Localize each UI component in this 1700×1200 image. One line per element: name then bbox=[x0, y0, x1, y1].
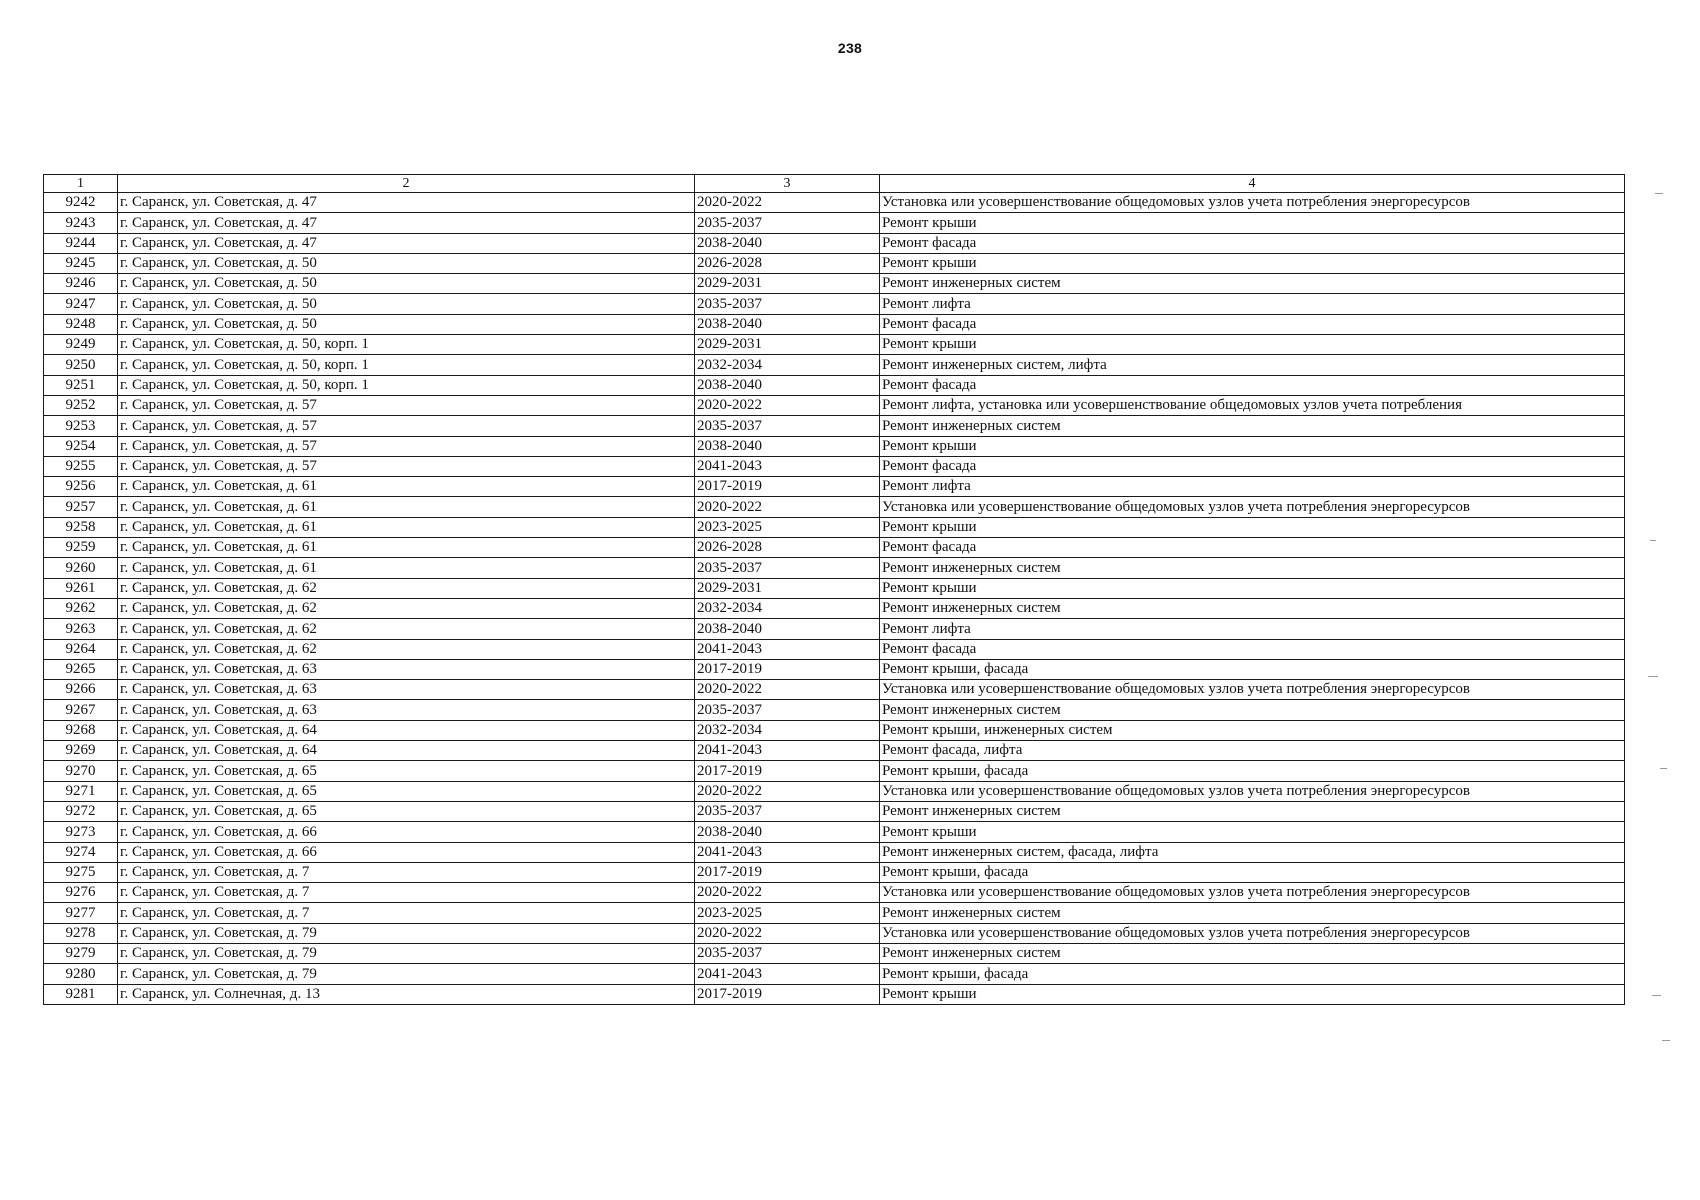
page-number: 238 bbox=[837, 40, 863, 56]
table-row bbox=[44, 274, 1625, 294]
column-header-number: 1 bbox=[44, 175, 118, 193]
row-address: г. Саранск, ул. Советская, д. 65 bbox=[118, 761, 695, 781]
row-address: г. Саранск, ул. Советская, д. 62 bbox=[118, 578, 695, 598]
row-address: г. Саранск, ул. Советская, д. 63 bbox=[118, 680, 695, 700]
row-work-type: Ремонт крыши bbox=[880, 436, 1625, 456]
registry-table-container bbox=[43, 174, 1624, 1005]
table-row bbox=[44, 253, 1625, 273]
row-address: г. Саранск, ул. Советская, д. 57 bbox=[118, 456, 695, 476]
column-header-period: 3 bbox=[695, 175, 880, 193]
row-work-type: Ремонт лифта, установка или усовершенствование общедомовых узлов учета потребления bbox=[880, 395, 1625, 415]
row-work-type: Ремонт фасада bbox=[880, 456, 1625, 476]
row-work-type: Ремонт инженерных систем bbox=[880, 558, 1625, 578]
row-address: г. Саранск, ул. Советская, д. 61 bbox=[118, 477, 695, 497]
row-address: г. Саранск, ул. Солнечная, д. 13 bbox=[118, 984, 695, 1004]
row-period: 2017-2019 bbox=[695, 761, 880, 781]
row-number: 9265 bbox=[44, 659, 118, 679]
row-work-type: Установка или усовершенствование общедомовых узлов учета потребления энергоресурсов bbox=[880, 193, 1625, 213]
row-address: г. Саранск, ул. Советская, д. 79 bbox=[118, 943, 695, 963]
table-row bbox=[44, 943, 1625, 963]
table-body bbox=[44, 193, 1625, 1005]
table-row bbox=[44, 862, 1625, 882]
row-address: г. Саранск, ул. Советская, д. 66 bbox=[118, 842, 695, 862]
scan-artifact bbox=[1652, 995, 1661, 996]
row-number: 9255 bbox=[44, 456, 118, 476]
row-period: 2035-2037 bbox=[695, 801, 880, 821]
row-period: 2026-2028 bbox=[695, 538, 880, 558]
row-number: 9271 bbox=[44, 781, 118, 801]
row-number: 9242 bbox=[44, 193, 118, 213]
row-address: г. Саранск, ул. Советская, д. 57 bbox=[118, 416, 695, 436]
row-address: г. Саранск, ул. Советская, д. 7 bbox=[118, 903, 695, 923]
row-work-type: Ремонт фасада bbox=[880, 233, 1625, 253]
row-work-type: Ремонт инженерных систем, фасада, лифта bbox=[880, 842, 1625, 862]
row-work-type: Ремонт лифта bbox=[880, 294, 1625, 314]
scan-artifact bbox=[1650, 540, 1656, 541]
row-number: 9259 bbox=[44, 538, 118, 558]
row-number: 9266 bbox=[44, 680, 118, 700]
registry-table bbox=[43, 174, 1625, 1005]
row-period: 2020-2022 bbox=[695, 193, 880, 213]
row-work-type: Ремонт фасада bbox=[880, 375, 1625, 395]
row-work-type: Ремонт крыши bbox=[880, 213, 1625, 233]
row-address: г. Саранск, ул. Советская, д. 62 bbox=[118, 619, 695, 639]
table-row bbox=[44, 436, 1625, 456]
row-address: г. Саранск, ул. Советская, д. 62 bbox=[118, 598, 695, 618]
table-row bbox=[44, 720, 1625, 740]
table-row bbox=[44, 700, 1625, 720]
row-address: г. Саранск, ул. Советская, д. 47 bbox=[118, 193, 695, 213]
table-row bbox=[44, 294, 1625, 314]
row-number: 9243 bbox=[44, 213, 118, 233]
row-address: г. Саранск, ул. Советская, д. 63 bbox=[118, 659, 695, 679]
row-period: 2020-2022 bbox=[695, 680, 880, 700]
row-address: г. Саранск, ул. Советская, д. 63 bbox=[118, 700, 695, 720]
row-period: 2038-2040 bbox=[695, 822, 880, 842]
row-address: г. Саранск, ул. Советская, д. 47 bbox=[118, 233, 695, 253]
row-work-type: Ремонт фасада bbox=[880, 538, 1625, 558]
table-row bbox=[44, 964, 1625, 984]
row-work-type: Ремонт крыши, фасада bbox=[880, 761, 1625, 781]
row-period: 2032-2034 bbox=[695, 598, 880, 618]
row-number: 9276 bbox=[44, 883, 118, 903]
row-period: 2026-2028 bbox=[695, 253, 880, 273]
row-work-type: Ремонт фасада bbox=[880, 314, 1625, 334]
table-row bbox=[44, 375, 1625, 395]
row-number: 9260 bbox=[44, 558, 118, 578]
row-number: 9272 bbox=[44, 801, 118, 821]
row-number: 9248 bbox=[44, 314, 118, 334]
row-address: г. Саранск, ул. Советская, д. 50, корп. 1 bbox=[118, 335, 695, 355]
row-number: 9246 bbox=[44, 274, 118, 294]
row-period: 2038-2040 bbox=[695, 314, 880, 334]
row-address: г. Саранск, ул. Советская, д. 66 bbox=[118, 822, 695, 842]
row-work-type: Ремонт инженерных систем, лифта bbox=[880, 355, 1625, 375]
row-number: 9267 bbox=[44, 700, 118, 720]
row-number: 9249 bbox=[44, 335, 118, 355]
row-work-type: Установка или усовершенствование общедомовых узлов учета потребления энергоресурсов bbox=[880, 923, 1625, 943]
table-row bbox=[44, 761, 1625, 781]
table-row bbox=[44, 355, 1625, 375]
row-address: г. Саранск, ул. Советская, д. 50 bbox=[118, 294, 695, 314]
row-period: 2035-2037 bbox=[695, 558, 880, 578]
table-row bbox=[44, 213, 1625, 233]
row-work-type: Ремонт лифта bbox=[880, 477, 1625, 497]
row-number: 9264 bbox=[44, 639, 118, 659]
row-number: 9254 bbox=[44, 436, 118, 456]
row-address: г. Саранск, ул. Советская, д. 65 bbox=[118, 781, 695, 801]
row-period: 2020-2022 bbox=[695, 395, 880, 415]
row-work-type: Установка или усовершенствование общедомовых узлов учета потребления энергоресурсов bbox=[880, 680, 1625, 700]
table-row bbox=[44, 801, 1625, 821]
row-number: 9270 bbox=[44, 761, 118, 781]
row-number: 9269 bbox=[44, 741, 118, 761]
row-work-type: Ремонт крыши bbox=[880, 335, 1625, 355]
table-row bbox=[44, 314, 1625, 334]
row-address: г. Саранск, ул. Советская, д. 79 bbox=[118, 964, 695, 984]
row-period: 2041-2043 bbox=[695, 456, 880, 476]
row-work-type: Ремонт фасада, лифта bbox=[880, 741, 1625, 761]
row-address: г. Саранск, ул. Советская, д. 50, корп. 1 bbox=[118, 355, 695, 375]
row-address: г. Саранск, ул. Советская, д. 50 bbox=[118, 253, 695, 273]
row-address: г. Саранск, ул. Советская, д. 50, корп. 1 bbox=[118, 375, 695, 395]
row-number: 9256 bbox=[44, 477, 118, 497]
row-number: 9280 bbox=[44, 964, 118, 984]
row-work-type: Ремонт крыши, фасада bbox=[880, 862, 1625, 882]
table-row bbox=[44, 395, 1625, 415]
row-number: 9247 bbox=[44, 294, 118, 314]
row-period: 2038-2040 bbox=[695, 233, 880, 253]
row-period: 2038-2040 bbox=[695, 619, 880, 639]
table-row bbox=[44, 578, 1625, 598]
table-row bbox=[44, 517, 1625, 537]
row-period: 2041-2043 bbox=[695, 842, 880, 862]
row-period: 2029-2031 bbox=[695, 578, 880, 598]
table-row bbox=[44, 842, 1625, 862]
row-period: 2017-2019 bbox=[695, 862, 880, 882]
row-period: 2035-2037 bbox=[695, 700, 880, 720]
row-number: 9275 bbox=[44, 862, 118, 882]
row-period: 2035-2037 bbox=[695, 294, 880, 314]
row-period: 2020-2022 bbox=[695, 923, 880, 943]
row-address: г. Саранск, ул. Советская, д. 61 bbox=[118, 497, 695, 517]
row-work-type: Ремонт фасада bbox=[880, 639, 1625, 659]
table-row bbox=[44, 456, 1625, 476]
row-period: 2017-2019 bbox=[695, 659, 880, 679]
row-period: 2017-2019 bbox=[695, 984, 880, 1004]
row-address: г. Саранск, ул. Советская, д. 7 bbox=[118, 883, 695, 903]
row-period: 2041-2043 bbox=[695, 741, 880, 761]
row-address: г. Саранск, ул. Советская, д. 65 bbox=[118, 801, 695, 821]
scan-artifact bbox=[1660, 768, 1667, 769]
column-header-work-type: 4 bbox=[880, 175, 1625, 193]
row-number: 9262 bbox=[44, 598, 118, 618]
table-row bbox=[44, 497, 1625, 517]
row-work-type: Ремонт крыши, фасада bbox=[880, 659, 1625, 679]
table-row bbox=[44, 781, 1625, 801]
row-period: 2035-2037 bbox=[695, 213, 880, 233]
table-row bbox=[44, 416, 1625, 436]
row-period: 2029-2031 bbox=[695, 335, 880, 355]
row-number: 9277 bbox=[44, 903, 118, 923]
row-period: 2041-2043 bbox=[695, 639, 880, 659]
row-period: 2029-2031 bbox=[695, 274, 880, 294]
table-row bbox=[44, 598, 1625, 618]
row-period: 2038-2040 bbox=[695, 436, 880, 456]
table-row bbox=[44, 538, 1625, 558]
table-row bbox=[44, 477, 1625, 497]
row-number: 9258 bbox=[44, 517, 118, 537]
row-period: 2032-2034 bbox=[695, 355, 880, 375]
row-work-type: Установка или усовершенствование общедомовых узлов учета потребления энергоресурсов bbox=[880, 497, 1625, 517]
row-number: 9281 bbox=[44, 984, 118, 1004]
table-row bbox=[44, 903, 1625, 923]
row-address: г. Саранск, ул. Советская, д. 61 bbox=[118, 558, 695, 578]
row-number: 9274 bbox=[44, 842, 118, 862]
table-row bbox=[44, 984, 1625, 1004]
row-number: 9244 bbox=[44, 233, 118, 253]
scan-artifact bbox=[1662, 1040, 1670, 1041]
row-address: г. Саранск, ул. Советская, д. 50 bbox=[118, 314, 695, 334]
row-address: г. Саранск, ул. Советская, д. 57 bbox=[118, 395, 695, 415]
row-work-type: Ремонт крыши bbox=[880, 984, 1625, 1004]
row-work-type: Ремонт инженерных систем bbox=[880, 274, 1625, 294]
row-period: 2020-2022 bbox=[695, 781, 880, 801]
row-address: г. Саранск, ул. Советская, д. 62 bbox=[118, 639, 695, 659]
row-work-type: Установка или усовершенствование общедомовых узлов учета потребления энергоресурсов bbox=[880, 883, 1625, 903]
table-row bbox=[44, 193, 1625, 213]
row-period: 2032-2034 bbox=[695, 720, 880, 740]
row-number: 9278 bbox=[44, 923, 118, 943]
row-work-type: Ремонт крыши, инженерных систем bbox=[880, 720, 1625, 740]
row-work-type: Ремонт инженерных систем bbox=[880, 801, 1625, 821]
row-number: 9252 bbox=[44, 395, 118, 415]
row-period: 2020-2022 bbox=[695, 883, 880, 903]
table-row bbox=[44, 558, 1625, 578]
row-number: 9251 bbox=[44, 375, 118, 395]
row-work-type: Ремонт инженерных систем bbox=[880, 700, 1625, 720]
table-row bbox=[44, 639, 1625, 659]
row-address: г. Саранск, ул. Советская, д. 57 bbox=[118, 436, 695, 456]
row-work-type: Ремонт крыши, фасада bbox=[880, 964, 1625, 984]
scan-artifact bbox=[1655, 193, 1663, 194]
row-address: г. Саранск, ул. Советская, д. 61 bbox=[118, 538, 695, 558]
row-number: 9253 bbox=[44, 416, 118, 436]
row-period: 2041-2043 bbox=[695, 964, 880, 984]
row-work-type: Установка или усовершенствование общедомовых узлов учета потребления энергоресурсов bbox=[880, 781, 1625, 801]
table-row bbox=[44, 923, 1625, 943]
row-work-type: Ремонт инженерных систем bbox=[880, 943, 1625, 963]
table-row bbox=[44, 822, 1625, 842]
row-period: 2035-2037 bbox=[695, 943, 880, 963]
row-work-type: Ремонт инженерных систем bbox=[880, 416, 1625, 436]
row-number: 9273 bbox=[44, 822, 118, 842]
row-work-type: Ремонт инженерных систем bbox=[880, 598, 1625, 618]
row-period: 2023-2025 bbox=[695, 517, 880, 537]
row-address: г. Саранск, ул. Советская, д. 47 bbox=[118, 213, 695, 233]
row-address: г. Саранск, ул. Советская, д. 79 bbox=[118, 923, 695, 943]
row-work-type: Ремонт крыши bbox=[880, 822, 1625, 842]
row-work-type: Ремонт крыши bbox=[880, 253, 1625, 273]
row-address: г. Саранск, ул. Советская, д. 50 bbox=[118, 274, 695, 294]
row-work-type: Ремонт крыши bbox=[880, 578, 1625, 598]
scan-artifact bbox=[1648, 676, 1658, 677]
row-period: 2023-2025 bbox=[695, 903, 880, 923]
table-row bbox=[44, 883, 1625, 903]
row-address: г. Саранск, ул. Советская, д. 64 bbox=[118, 720, 695, 740]
row-period: 2038-2040 bbox=[695, 375, 880, 395]
row-period: 2035-2037 bbox=[695, 416, 880, 436]
row-number: 9261 bbox=[44, 578, 118, 598]
row-number: 9257 bbox=[44, 497, 118, 517]
table-header-row bbox=[44, 175, 1625, 193]
column-header-address: 2 bbox=[118, 175, 695, 193]
row-work-type: Ремонт инженерных систем bbox=[880, 903, 1625, 923]
table-row bbox=[44, 233, 1625, 253]
row-number: 9279 bbox=[44, 943, 118, 963]
table-row bbox=[44, 680, 1625, 700]
row-work-type: Ремонт лифта bbox=[880, 619, 1625, 639]
row-number: 9263 bbox=[44, 619, 118, 639]
row-work-type: Ремонт крыши bbox=[880, 517, 1625, 537]
row-address: г. Саранск, ул. Советская, д. 64 bbox=[118, 741, 695, 761]
table-row bbox=[44, 335, 1625, 355]
row-number: 9268 bbox=[44, 720, 118, 740]
row-address: г. Саранск, ул. Советская, д. 61 bbox=[118, 517, 695, 537]
row-period: 2020-2022 bbox=[695, 497, 880, 517]
table-row bbox=[44, 741, 1625, 761]
row-number: 9250 bbox=[44, 355, 118, 375]
table-row bbox=[44, 659, 1625, 679]
table-row bbox=[44, 619, 1625, 639]
row-number: 9245 bbox=[44, 253, 118, 273]
row-address: г. Саранск, ул. Советская, д. 7 bbox=[118, 862, 695, 882]
row-period: 2017-2019 bbox=[695, 477, 880, 497]
